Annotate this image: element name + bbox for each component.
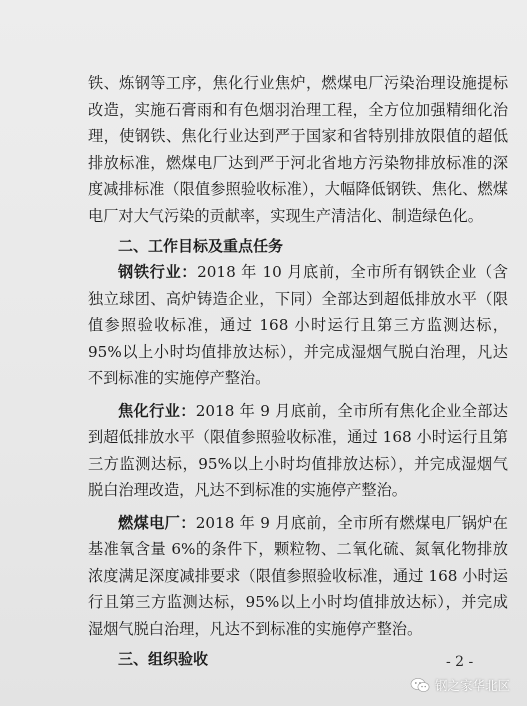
wechat-icon (410, 677, 430, 693)
section-heading-acceptance: 三、组织验收 (118, 650, 209, 668)
power-body: 2018 年 9 月底前，全市所有燃煤电厂锅炉在基准氧含量 6%的条件下，颗粒物、二氧化硫、氮氧化物排放浓度满足深度减排要求（限值参照验收标准，通过 168 小时运行且第三方监测达标，95%以上小时均值排放达标），并完成湿烟气脱白治理，凡达不到标准的实施停产整治。 (88, 513, 508, 638)
paragraph-power (88, 510, 508, 643)
steel-body: 2018 年 10 月底前，全市所有钢铁企业（含独立球团、高炉铸造企业，下同）全部达到超低排放水平（限值参照验收标准，通过 168 小时运行且第三方监测达标，95%以上小时均值排放达标），并完成湿烟气脱白治理，凡达不到标准的实施停产整治。 (88, 263, 508, 387)
watermark (410, 676, 510, 694)
steel-lead: 钢铁行业： (118, 263, 198, 281)
paragraph-intro: 铁、炼钢等工序，焦化行业焦炉，燃煤电厂污染治理设施提标改造，实施石膏雨和有色烟羽治理工程，全方位加强精细化治理，使钢铁、焦化行业达到严于国家和省特别排放限值的超低排放标准，燃煤电厂达到严于河北省地方污染物排放标准的深度减排标准（限值参照验收标准），大幅降低钢铁、焦化、燃煤电厂对大气污染的贡献率，实现生产清洁化、制造绿色化。 (88, 74, 508, 225)
section-heading-targets: 二、工作目标及重点任务 (118, 237, 284, 255)
coking-lead: 焦化行业： (118, 401, 196, 420)
paragraph-steel (88, 259, 508, 392)
coking-body: 2018 年 9 月底前，全市所有焦化企业全部达到超低排放水平（限值参照验收标准，通过 168 小时运行且第三方监测达标，95%以上小时均值排放达标），并完成湿烟气脱白治理改造，凡达不到标准的实施停产整治。 (88, 401, 508, 499)
document-body (88, 70, 508, 672)
page-number: - 2 - (446, 654, 474, 670)
watermark-text: 钢之家华北区 (435, 678, 511, 693)
paragraph-coking (88, 398, 508, 504)
power-lead: 燃煤电厂： (118, 513, 196, 532)
